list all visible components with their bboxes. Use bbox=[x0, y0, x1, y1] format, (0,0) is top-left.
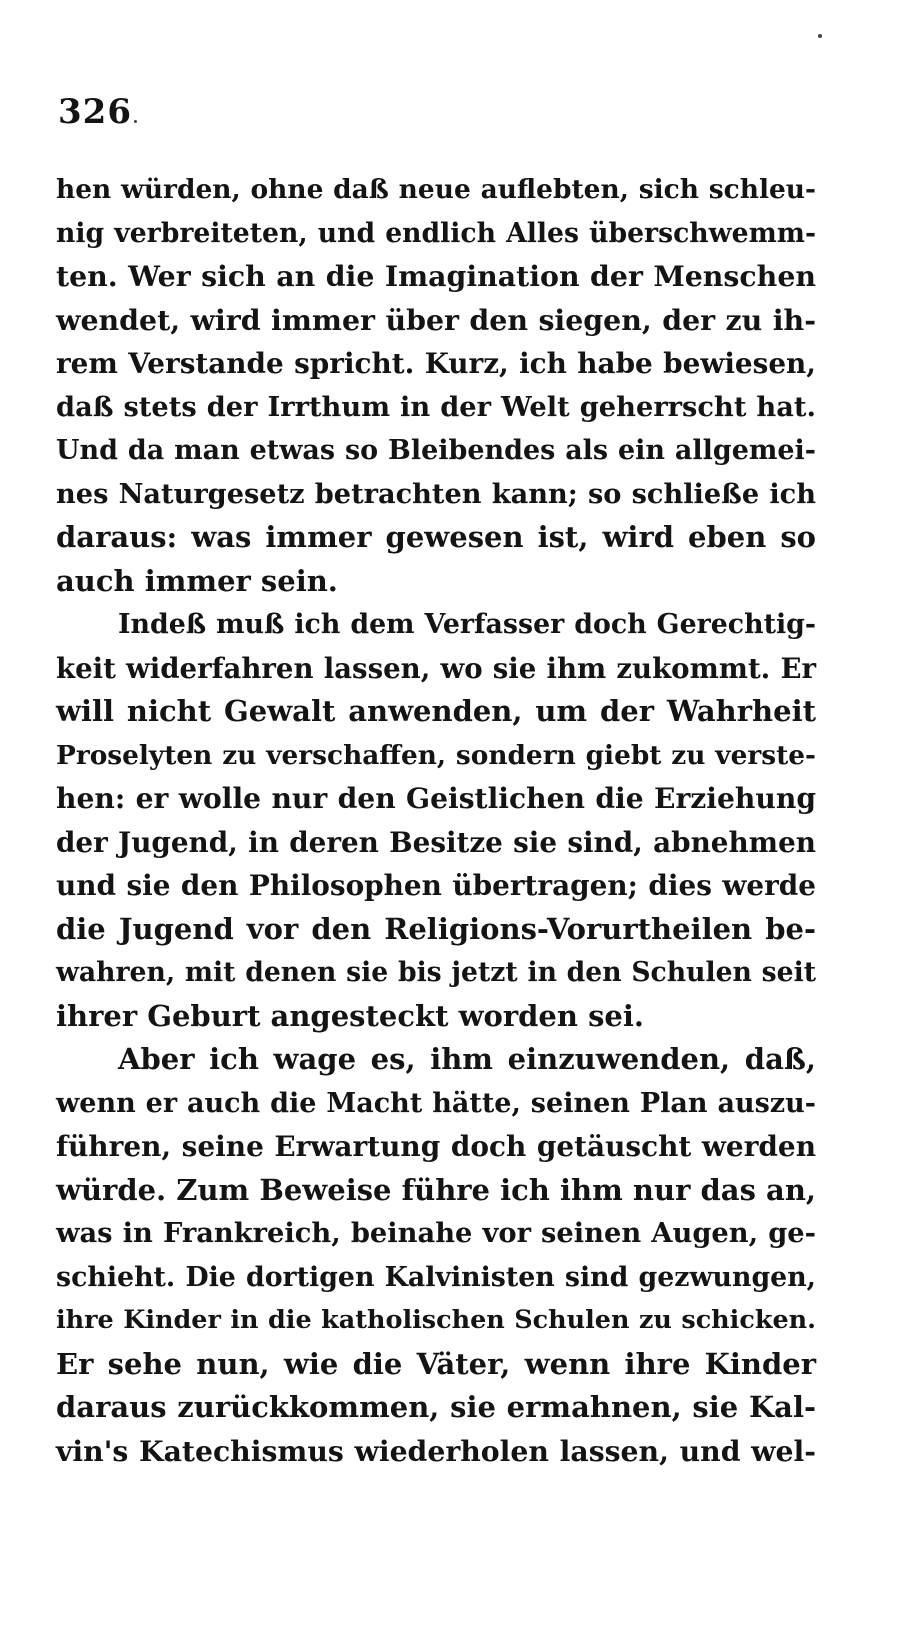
text-line: Proselyten zu verschaffen, sondern giebt zu verste- bbox=[56, 739, 816, 771]
text-line: Indeß muß ich dem Verfasser doch Gerechtig- bbox=[118, 609, 816, 640]
text-line: wenn er auch die Macht hätte, seinen Plan auszu- bbox=[56, 1087, 816, 1119]
text-line: die Jugend vor den Religions-Vorurtheilen be- bbox=[56, 911, 816, 946]
text-line: rem Verstande spricht. Kurz, ich habe bewiesen, bbox=[56, 347, 816, 380]
text-line: will nicht Gewalt anwenden, um der Wahrheit bbox=[56, 694, 816, 728]
text-line: der Jugend, in deren Besitze sie sind, abnehmen bbox=[56, 825, 816, 859]
ink-speck bbox=[818, 34, 822, 38]
text-line: keit widerfahren lassen, wo sie ihm zukommt. Er bbox=[56, 651, 816, 685]
text-line: daß stets der Irrthum in der Welt geherrscht hat. bbox=[56, 390, 816, 423]
text-line: wahren, mit denen sie bis jetzt in den Schulen seit bbox=[56, 957, 816, 988]
text-line: auch immer sein. bbox=[56, 563, 338, 598]
text-line: Er sehe nun, wie die Väter, wenn ihre Kinder bbox=[56, 1346, 816, 1381]
text-line: daraus zurückkommen, sie ermahnen, sie Kal- bbox=[56, 1390, 816, 1424]
text-line: wendet, wird immer über den siegen, der zu ih- bbox=[56, 302, 816, 337]
text-line: daraus: was immer gewesen ist, wird eben so bbox=[56, 520, 816, 554]
text-line: würde. Zum Beweise führe ich ihm nur das an, bbox=[56, 1172, 816, 1207]
text-line: nes Naturgesetz betrachten kann; so schließe ich bbox=[56, 477, 816, 510]
text-line: hen: er wolle nur den Geistlichen die Erziehung bbox=[56, 782, 816, 815]
text-line: ihre Kinder in die katholischen Schulen zu schicken. bbox=[56, 1305, 816, 1335]
text-line: Aber ich wage es, ihm einzuwenden, daß, bbox=[118, 1042, 816, 1076]
text-line: hen würden, ohne daß neue auflebten, sich schleu- bbox=[56, 174, 816, 205]
text-line: ten. Wer sich an die Imagination der Menschen bbox=[56, 259, 816, 293]
text-line: ihrer Geburt angesteckt worden sei. bbox=[56, 998, 644, 1033]
body-text bbox=[56, 168, 816, 1473]
text-line: schieht. Die dortigen Kalvinisten sind gezwungen, bbox=[56, 1261, 816, 1293]
text-line: und sie den Philosophen übertragen; dies werde bbox=[56, 869, 816, 902]
ink-speck bbox=[134, 120, 137, 123]
text-line: führen, seine Erwartung doch getäuscht werden bbox=[56, 1130, 816, 1163]
text-line: Und da man etwas so Bleibendes als ein allgemei- bbox=[56, 435, 816, 466]
text-line: was in Frankreich, beinahe vor seinen Augen, ge- bbox=[56, 1217, 816, 1249]
page-number: 326 bbox=[58, 92, 132, 132]
text-line: vin's Katechismus wiederholen lassen, und wel- bbox=[56, 1433, 816, 1468]
text-line: nig verbreiteten, und endlich Alles überschwemm- bbox=[56, 217, 816, 249]
